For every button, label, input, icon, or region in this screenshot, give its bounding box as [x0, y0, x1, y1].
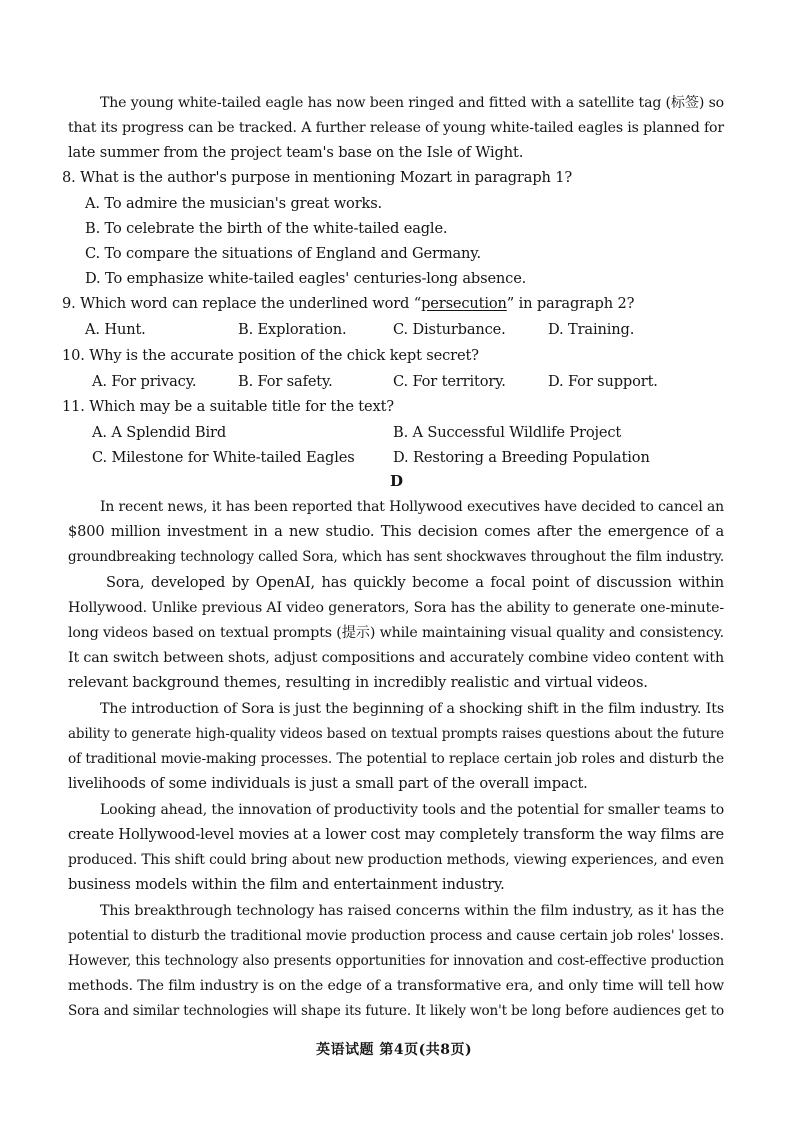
- question-8-stem: 8. What is the author's purpose in mentioning Mozart in paragraph 1?: [62, 169, 573, 186]
- passage-d-title: D: [390, 472, 404, 490]
- passage-d-p2-line: long videos based on textual prompts (提示) while maintaining visual quality and consistency.: [68, 625, 724, 641]
- question-9-option-a: A. Hunt.: [85, 321, 146, 338]
- passage-d-p5-line: methods. The film industry is on the edge of a transformative era, and only time will tell how: [68, 978, 724, 994]
- passage-d-p3-line: of traditional movie-making processes. The potential to replace certain job roles and disturb the: [68, 751, 724, 767]
- question-11-option-b: B. A Successful Wildlife Project: [393, 424, 622, 441]
- question-9-option-c: C. Disturbance.: [393, 321, 506, 338]
- passage-d-p2-line: It can switch between shots, adjust compositions and accurately combine video content with: [68, 650, 724, 666]
- question-8-option-a: A. To admire the musician's great works.: [85, 195, 383, 212]
- passage-d-p4-line: business models within the film and entertainment industry.: [68, 876, 505, 893]
- passage-d-p5-line: However, this technology also presents opportunities for innovation and cost-effective production: [68, 953, 724, 969]
- question-10-option-c: C. For territory.: [393, 373, 506, 390]
- question-10-stem: 10. Why is the accurate position of the chick kept secret?: [62, 347, 479, 364]
- passage-d-p1-line: groundbreaking technology called Sora, which has sent shockwaves throughout the film industry.: [68, 549, 724, 565]
- passage-d-p1-line: $800 million investment in a new studio. This decision comes after the emergence of a: [68, 523, 724, 540]
- passage-c-line: late summer from the project team's base on the Isle of Wight.: [68, 144, 524, 161]
- question-9-option-b: B. Exploration.: [238, 321, 347, 338]
- passage-d-p3-line: The introduction of Sora is just the beginning of a shocking shift in the film industry. Its: [100, 701, 725, 717]
- question-10-option-a: A. For privacy.: [92, 373, 197, 390]
- passage-d-p2-line: relevant background themes, resulting in incredibly realistic and virtual videos.: [68, 674, 648, 691]
- question-8-option-d: D. To emphasize white-tailed eagles' centuries-long absence.: [85, 270, 527, 287]
- question-9-stem-after: ” in paragraph 2?: [506, 295, 635, 312]
- question-11-option-d: D. Restoring a Breeding Population: [393, 449, 650, 466]
- question-10-option-d: D. For support.: [548, 373, 658, 390]
- passage-d-p5-line: Sora and similar technologies will shape its future. It likely won't be long before audiences get to: [68, 1003, 724, 1019]
- question-11-option-c: C. Milestone for White-tailed Eagles: [92, 449, 355, 466]
- passage-c-line: The young white-tailed eagle has now been ringed and fitted with a satellite tag (标签) so: [100, 95, 724, 111]
- page-footer: 英语试题 第4页(共8页): [316, 1042, 473, 1058]
- passage-c-line: that its progress can be tracked. A further release of young white-tailed eagles is planned for: [68, 120, 724, 136]
- question-11-option-a: A. A Splendid Bird: [92, 424, 227, 441]
- passage-d-p5-line: This breakthrough technology has raised concerns within the film industry, as it has the: [100, 903, 724, 919]
- question-8-option-c: C. To compare the situations of England and Germany.: [85, 245, 481, 262]
- question-8-option-b: B. To celebrate the birth of the white-tailed eagle.: [85, 220, 448, 237]
- passage-d-p3-line: livelihoods of some individuals is just a small part of the overall impact.: [68, 775, 588, 792]
- question-9-stem-before: 9. Which word can replace the underlined word “: [62, 295, 422, 312]
- passage-d-p2-line: Hollywood. Unlike previous AI video generators, Sora has the ability to generate one-minute-: [68, 600, 724, 616]
- question-11-stem: 11. Which may be a suitable title for the text?: [62, 398, 394, 415]
- question-9-stem: [62, 294, 634, 314]
- passage-d-p3-line: ability to generate high-quality videos based on textual prompts raises questions about the future: [68, 726, 724, 742]
- passage-d-p4-line: produced. This shift could bring about new production methods, viewing experiences, and even: [68, 852, 724, 868]
- passage-d-p1-line: In recent news, it has been reported that Hollywood executives have decided to cancel an: [100, 499, 724, 515]
- question-9-underlined-word: persecution: [421, 295, 507, 312]
- passage-d-p2-line: Sora, developed by OpenAI, has quickly become a focal point of discussion within: [106, 574, 724, 591]
- passage-d-p5-line: potential to disturb the traditional movie production process and cause certain job roles' losses.: [68, 928, 724, 944]
- passage-d-p4-line: Looking ahead, the innovation of productivity tools and the potential for smaller teams to: [100, 802, 724, 818]
- question-9-option-d: D. Training.: [548, 321, 635, 338]
- passage-d-p4-line: create Hollywood-level movies at a lower cost may completely transform the way films are: [68, 826, 724, 843]
- question-10-option-b: B. For safety.: [238, 373, 333, 390]
